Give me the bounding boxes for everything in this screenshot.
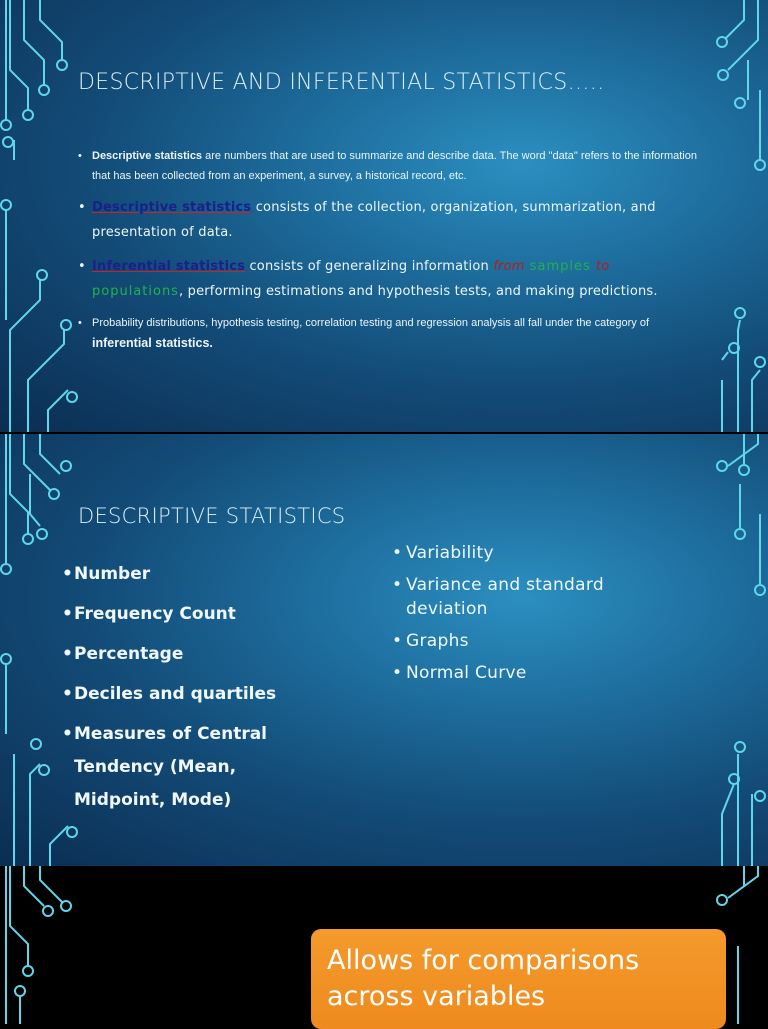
term-inferential-statistics-underlined: Inferential statistics <box>92 259 246 274</box>
circuit-decoration-right <box>688 434 768 866</box>
list-item <box>78 195 708 245</box>
word-to: to <box>595 259 610 274</box>
list-item: • Number <box>62 558 302 591</box>
list-item: • Variability <box>392 541 652 565</box>
circuit-decoration-left <box>0 866 80 1024</box>
list-item: • Frequency Count <box>62 598 302 631</box>
list-item: • Measures of Central Tendency (Mean, Midpoint, Mode) <box>62 718 302 817</box>
list-item: • Graphs <box>392 629 652 653</box>
slide-title: DESCRIPTIVE AND INFERENTIAL STATISTICS….. <box>78 70 605 95</box>
bullet-text: consists of generalizing information <box>245 259 494 274</box>
list-item: • Variance and standard deviation <box>392 573 652 621</box>
list-item <box>78 254 708 304</box>
word-samples: samples <box>524 259 596 274</box>
term-descriptive-statistics: Descriptive statistics <box>92 150 203 162</box>
bullet-list-right <box>392 541 652 693</box>
term-descriptive-statistics-underlined: Descriptive statistics <box>92 200 252 215</box>
slide-descriptive-inferential <box>0 0 768 432</box>
bullet-text: consists of the collection, organization, summarization, and presentation of data. <box>92 200 656 240</box>
bullet-text: Probability distributions, hypothesis testing, correlation testing and regression analysis all fall under the category of <box>92 317 650 329</box>
word-from: from <box>493 259 525 274</box>
callout-box: Allows for comparisons across variables <box>311 929 726 1029</box>
bullet-text: , performing estimations and hypothesis tests, and making predictions. <box>178 284 658 299</box>
bullet-list <box>78 146 708 363</box>
bullet-text: are numbers that are used to summarize and describe data. The word "data" refers to the information that has been collected from an experiment, a survey, a historical record, etc. <box>92 150 697 182</box>
circuit-decoration-left <box>0 0 80 432</box>
list-item: • Percentage <box>62 638 302 671</box>
term-inferential-statistics: inferential statistics. <box>92 336 213 350</box>
word-populations: populations <box>92 284 179 299</box>
bullet-list-left <box>62 558 302 824</box>
slide-title: DESCRIPTIVE STATISTICS <box>78 504 346 528</box>
list-item <box>78 146 708 186</box>
list-item: • Deciles and quartiles <box>62 678 302 711</box>
list-item: • Normal Curve <box>392 661 652 685</box>
list-item <box>78 313 708 354</box>
